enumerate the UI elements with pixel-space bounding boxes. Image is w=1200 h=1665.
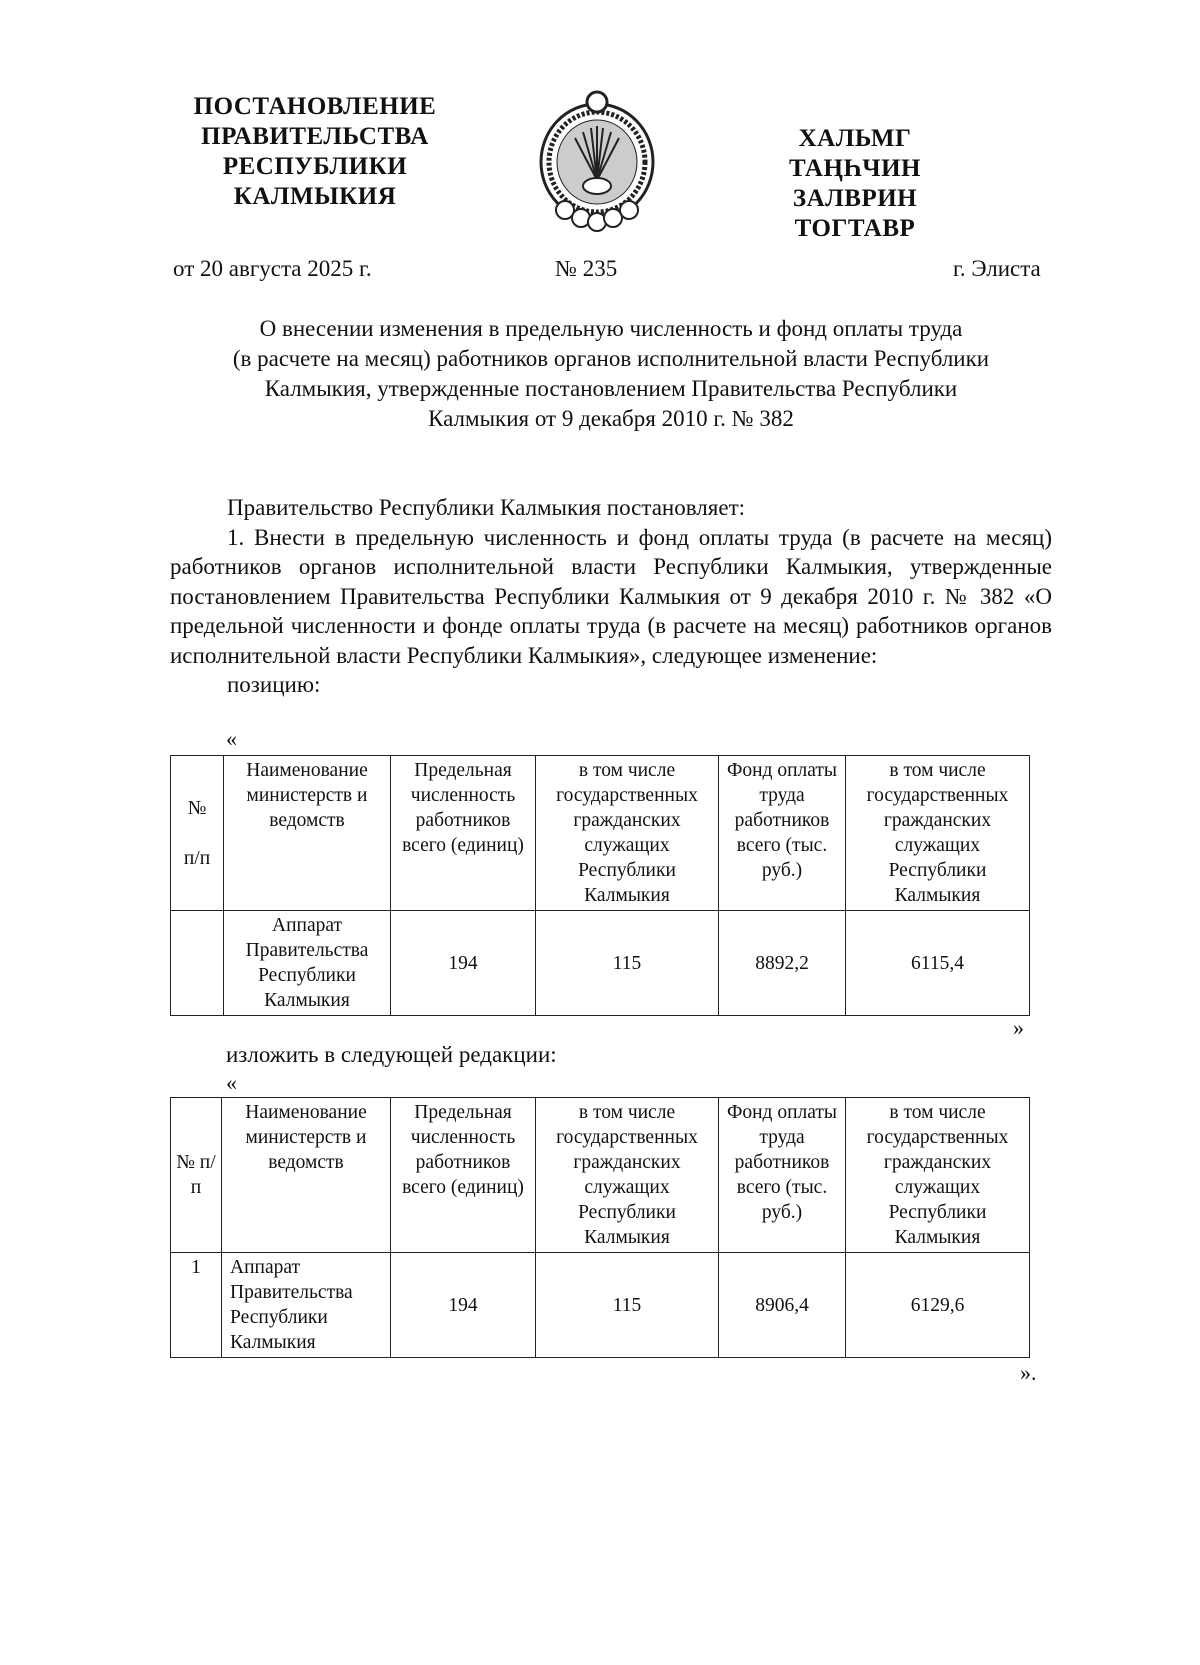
header-civil: в том числе государственных гражданских служащих Республики Калмыкия bbox=[536, 1098, 719, 1253]
cell-fund: 8892,2 bbox=[719, 911, 846, 1016]
header-left-line: ПРАВИТЕЛЬСТВА bbox=[201, 123, 429, 150]
cell-num bbox=[171, 911, 224, 1016]
header-left-line: КАЛМЫКИЯ bbox=[233, 183, 397, 210]
header-civil: в том числе государственных гражданских служащих Республики Калмыкия bbox=[536, 756, 719, 911]
open-quote: « bbox=[226, 726, 237, 751]
header-name: Наименование министерств и ведомств bbox=[224, 756, 391, 911]
header-limit: Предельная численность работников всего (единиц) bbox=[391, 756, 536, 911]
header-left-line: ПОСТАНОВЛЕНИЕ bbox=[193, 93, 437, 120]
header-right-line: ЗАЛВРИН bbox=[792, 185, 918, 212]
document-body bbox=[170, 493, 1052, 700]
close-quote: ». bbox=[1020, 1360, 1037, 1385]
cell-fund: 8906,4 bbox=[719, 1253, 846, 1358]
table-row bbox=[171, 1253, 1030, 1358]
header-civil-fund: в том числе государственных гражданских служащих Республики Калмыкия bbox=[846, 756, 1030, 911]
cell-limit: 194 bbox=[391, 1253, 536, 1358]
document-title bbox=[170, 314, 1052, 434]
table-header-row bbox=[171, 756, 1030, 911]
header-left bbox=[175, 92, 455, 212]
header-num bbox=[171, 756, 224, 911]
header-fund: Фонд оплаты труда работников всего (тыс. руб.) bbox=[719, 1098, 846, 1253]
table-new bbox=[170, 1097, 1030, 1358]
header-name: Наименование министерств и ведомств bbox=[222, 1098, 391, 1253]
cell-civil: 115 bbox=[536, 1253, 719, 1358]
table-row bbox=[171, 911, 1030, 1016]
header-fund: Фонд оплаты труда работников всего (тыс. руб.) bbox=[719, 756, 846, 911]
header-num-2: п/п bbox=[183, 847, 211, 869]
header-num: № п/п bbox=[171, 1098, 222, 1253]
intro-paragraph: Правительство Республики Калмыкия постановляет: bbox=[227, 495, 746, 520]
header-limit: Предельная численность работников всего (единиц) bbox=[391, 1098, 536, 1253]
document-date: от 20 августа 2025 г. bbox=[173, 256, 372, 281]
title-line: О внесении изменения в предельную численность и фонд оплаты труда bbox=[259, 316, 963, 341]
replace-label: изложить в следующей редакции: bbox=[226, 1042, 557, 1067]
table-old bbox=[170, 755, 1030, 1016]
cell-civil: 115 bbox=[536, 911, 719, 1016]
title-line: Калмыкия от 9 декабря 2010 г. № 382 bbox=[428, 406, 794, 431]
document-number: № 235 bbox=[555, 256, 618, 281]
header-civil-fund: в том числе государственных гражданских служащих Республики Калмыкия bbox=[846, 1098, 1030, 1253]
cell-num: 1 bbox=[171, 1253, 222, 1358]
header-right-line: ТОГТАВР bbox=[794, 215, 916, 242]
position-label: позицию: bbox=[227, 672, 321, 697]
cell-civil-fund: 6129,6 bbox=[846, 1253, 1030, 1358]
close-quote: » bbox=[1013, 1015, 1024, 1040]
document-city: г. Элиста bbox=[953, 256, 1041, 281]
cell-name: Аппарат Правительства Республики Калмыкия bbox=[222, 1253, 391, 1358]
cell-limit: 194 bbox=[391, 911, 536, 1016]
title-line: (в расчете на месяц) работников органов исполнительной власти Республики bbox=[232, 346, 990, 371]
cell-civil-fund: 6115,4 bbox=[846, 911, 1030, 1016]
open-quote: « bbox=[226, 1070, 237, 1095]
item-1-paragraph: 1. Внести в предельную численность и фонд оплаты труда (в расчете на месяц) работников органов исполнительной власти Республики Калмыкия, утвержденные постановлением Правительства Республики Калмыкия от 9 декабря 2010 г. № 382 «О предельной численности и фонде оплаты труда (в расчете на месяц) работников органов исполнительной власти Республики Калмыкия», следующее изменение: bbox=[170, 524, 1052, 668]
header-num-1: № bbox=[187, 797, 207, 819]
table-header-row bbox=[171, 1098, 1030, 1253]
coat-of-arms-icon bbox=[535, 88, 659, 236]
header-right bbox=[735, 124, 975, 244]
header-right-line: ХАЛЬМГ bbox=[798, 125, 912, 152]
title-line: Калмыкия, утвержденные постановлением Правительства Республики bbox=[264, 376, 958, 401]
cell-name: Аппарат Правительства Республики Калмыкия bbox=[224, 911, 391, 1016]
header-right-line: ТАҢҺЧИН bbox=[788, 155, 921, 182]
header-left-line: РЕСПУБЛИКИ bbox=[222, 153, 408, 180]
